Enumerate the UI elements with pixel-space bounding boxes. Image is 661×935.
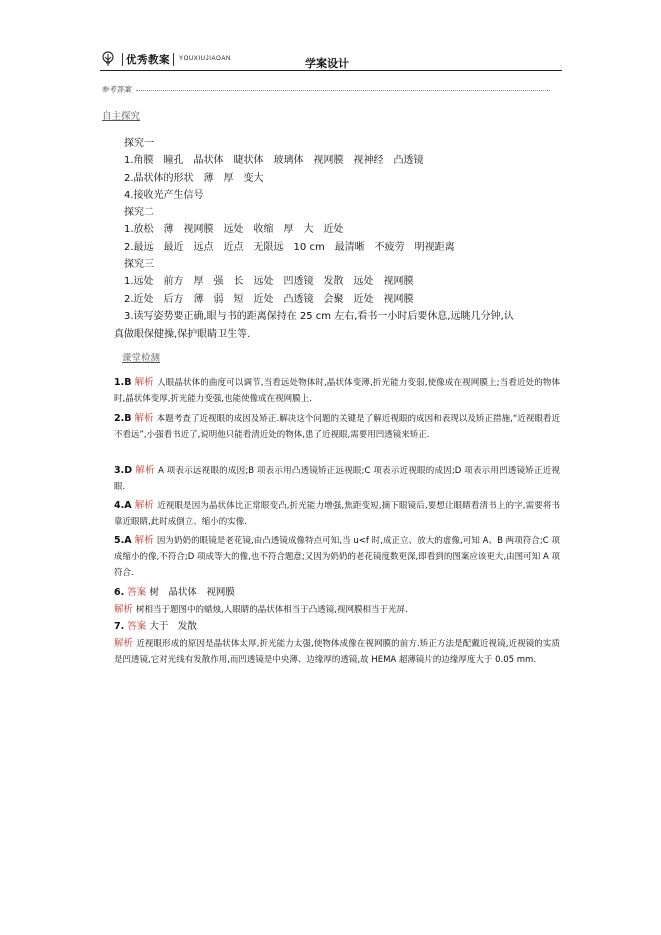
item-text: 近视眼是因为晶状体比正常眼变凸,折光能力增强,焦距变短,摘下眼镜后,要想让眼睛看清书上的字,需要将书靠近眼睛,此时成倒立、缩小的实像. (114, 501, 560, 527)
item-tag: 解析 (114, 638, 134, 649)
answer-line: 4.接收光产生信号 (124, 189, 204, 201)
item-text: A 项表示远视眼的成因;B 项表示用凸透镜矫正远视眼;C 项表示近视眼的成因;D 项表示用凹透镜矫正近视眼. (114, 466, 560, 492)
header-logo (100, 50, 231, 68)
check-item-explanation (114, 602, 560, 618)
logo-divider (173, 53, 174, 66)
answer-line: 真做眼保健操,保护眼睛卫生等. (114, 329, 251, 340)
check-item (114, 411, 560, 443)
answer-line: 探究一 (124, 138, 154, 149)
check-item-explanation (114, 636, 560, 668)
check-item (114, 498, 560, 530)
logo-text-cn: 优秀教案 (126, 53, 170, 66)
answer-line: 1.远处 前方 厚 强 长 远处 凹透镜 发散 远处 视网膜 (124, 276, 414, 288)
answer-line: 2.晶状体的形状 薄 厚 变大 (124, 172, 264, 184)
answer-line: 3.读写姿势要正确,眼与书的距离保持在 25 cm 左右,看书一小时后要休息,远眺几分钟,认 (124, 310, 514, 322)
check-item (114, 533, 560, 581)
answer-line: 探究二 (124, 207, 154, 219)
page-title: 学案设计 (305, 57, 349, 70)
item-answer: 树 晶状体 视网膜 (149, 587, 235, 598)
dotted-divider (136, 90, 550, 91)
item-number: 5.A (114, 535, 132, 546)
tree-logo-icon (100, 51, 116, 67)
check-item (114, 375, 560, 407)
answer-line: 1.角膜 瞳孔 晶状体 睫状体 玻璃体 视网膜 视神经 凸透镜 (124, 155, 424, 167)
logo-text-en: YOUXIUJIAOAN (179, 56, 231, 62)
item-text: 因为奶奶的眼镜是老花镜,由凸透镜成像特点可知,当 u<f 时,成正立、放大的虚像,可知 A、B 两项符合;C 项成缩小的像,不符合;D 项成等大的像,也不符合题意;又因为奶奶的老花镜度数更深,即看到的图案应该更大,由图可知 A 项符合. (114, 536, 560, 578)
header-rule (100, 70, 562, 71)
item-tag: 解析 (135, 465, 155, 476)
item-tag: 解析 (114, 604, 134, 615)
item-tag: 解析 (134, 413, 154, 424)
self-study-answers (124, 135, 514, 325)
section-title-self-study: 自主探究 (102, 111, 141, 122)
section-title-class-check: 课堂检测 (122, 353, 161, 364)
check-item (114, 619, 560, 635)
check-item (114, 585, 560, 601)
item-number: 4.A (114, 500, 132, 511)
item-text: 本题考查了近视眼的成因及矫正.解决这个问题的关键是了解近视眼的成因和表现以及矫正措施,“近视眼看近不看远”,小强看书近了,说明他只能看清近处的物体,患了近视眼,需要用凹透镜来矫正. (114, 414, 560, 440)
item-number: 2.B (114, 413, 132, 424)
answer-line: 2.近处 后方 薄 弱 短 近处 凸透镜 会聚 近处 视网膜 (124, 293, 414, 305)
reference-label: 参考答案 (101, 85, 131, 94)
item-text: 近视眼形成的原因是晶状体太厚,折光能力太强,使物体成像在视网膜的前方.矫正方法是配戴近视镜,近视镜的实质是凹透镜,它对光线有发散作用,而凹透镜是中央薄、边缘厚的透镜,故 HEMA 超薄镜片的边缘厚度大于 0.05 mm. (114, 639, 560, 665)
logo-divider (122, 53, 123, 66)
item-tag: 解析 (134, 377, 154, 388)
item-answer: 大于 发散 (149, 621, 197, 632)
item-text: 树相当于题图中的蜡烛,人眼睛的晶状体相当于凸透镜,视网膜相当于光屏. (136, 605, 408, 615)
item-tag: 解析 (134, 535, 154, 546)
item-tag: 答案 (127, 621, 147, 632)
item-text: 人眼晶状体的曲度可以调节,当看远处物体时,晶状体变薄,折光能力变弱,使像成在视网膜上;当看近处的物体时,晶状体变厚,折光能力变强,也能使像成在视网膜上. (114, 378, 560, 404)
item-number: 7. (114, 621, 125, 632)
item-tag: 答案 (127, 587, 147, 598)
item-number: 1.B (114, 377, 132, 388)
item-number: 3.D (114, 465, 133, 476)
answer-line: 1.放松 薄 视网膜 远处 收缩 厚 大 近处 (124, 224, 344, 236)
check-item (114, 463, 560, 495)
answer-line: 2.最远 最近 远点 近点 无限远 10 cm 最清晰 不疲劳 明视距离 (124, 241, 455, 253)
item-tag: 解析 (134, 500, 155, 511)
item-number: 6. (114, 587, 125, 598)
answer-line: 探究三 (124, 259, 154, 271)
